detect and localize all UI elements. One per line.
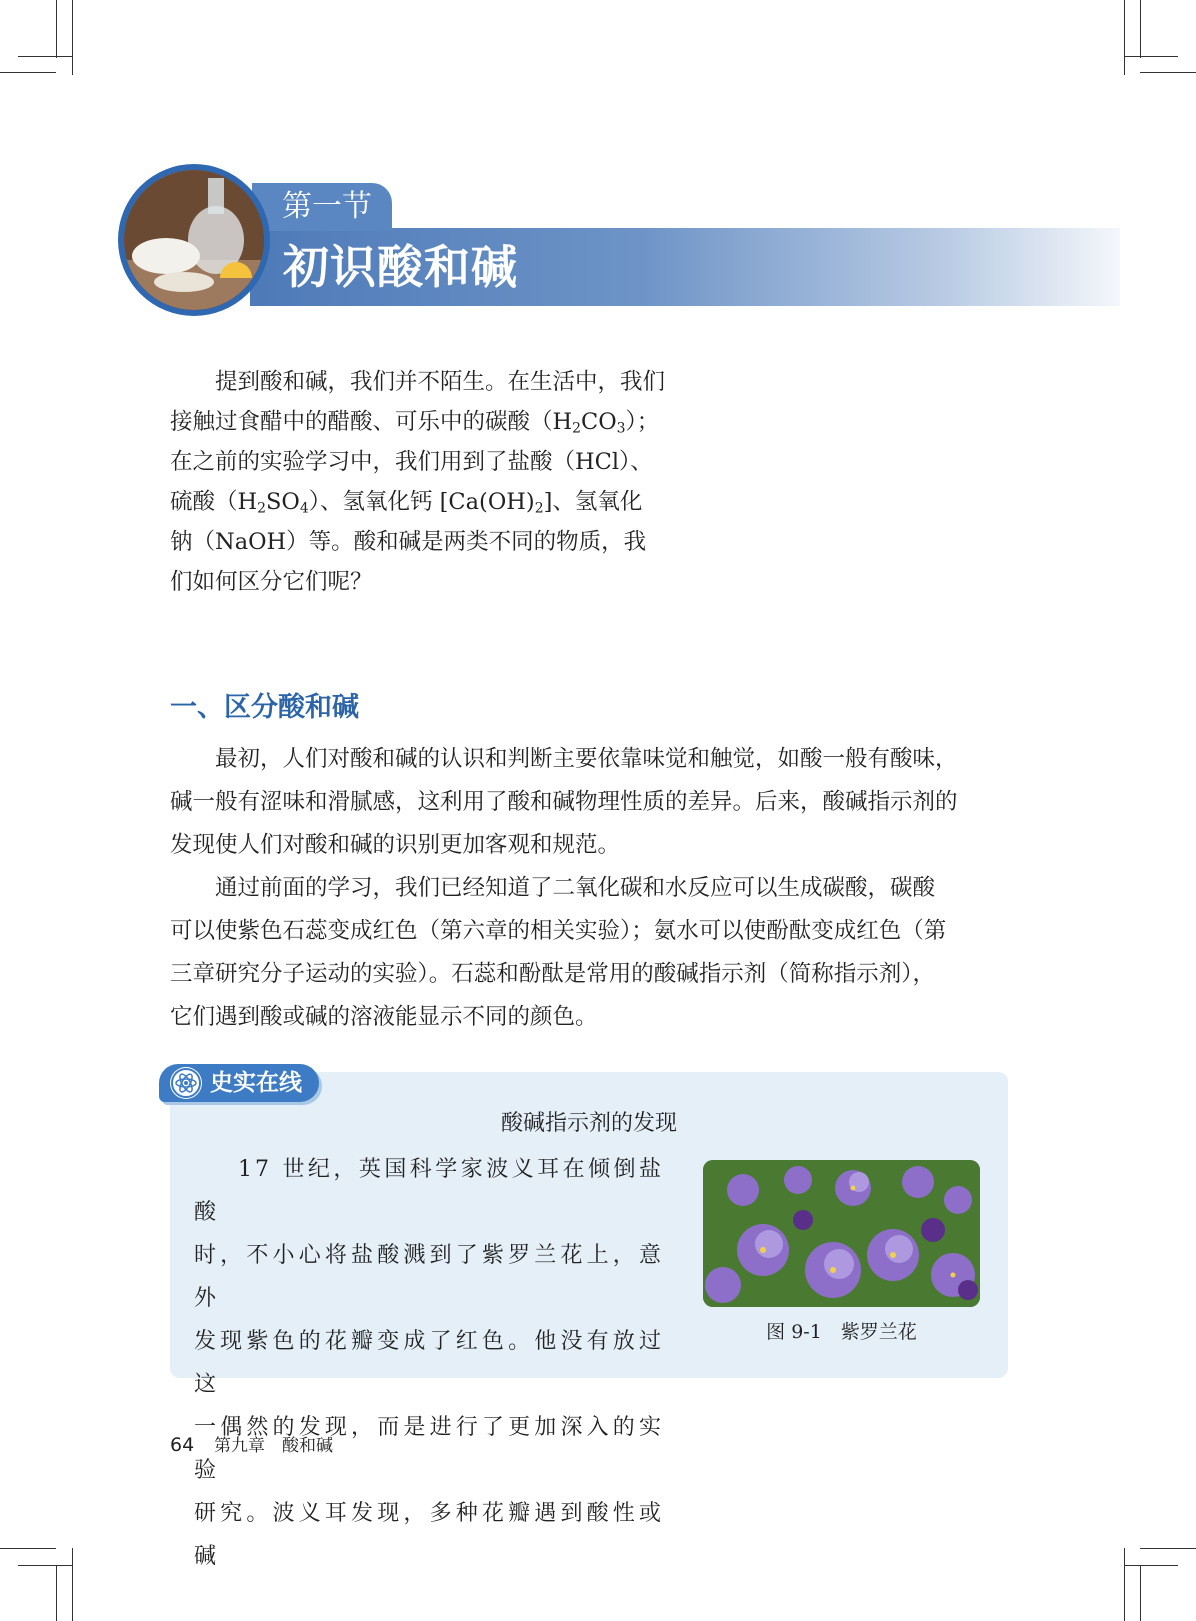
- intro-line: 们如何区分它们呢？: [170, 569, 373, 595]
- intro-line: 提到酸和碱，我们并不陌生。在生活中，我们: [215, 369, 666, 395]
- body-line: 可以使紫色石蕊变成红色（第六章的相关实验）；氨水可以使酚酞变成红色（第: [170, 918, 947, 944]
- body-line: 碱一般有涩味和滑腻感，这利用了酸和碱物理性质的差异。后来，酸碱指示剂的: [170, 789, 958, 815]
- header-photo: [118, 164, 270, 316]
- crop-mark: [56, 1565, 57, 1621]
- violet-flowers-illustration: [703, 1160, 980, 1307]
- section-heading: 一、区分酸和碱: [170, 692, 359, 723]
- figure-caption: 图 9-1 紫罗兰花: [766, 1321, 917, 1343]
- lab-glassware-illustration: [124, 170, 264, 310]
- formula-part: SO: [266, 489, 300, 515]
- formula-part: ]、氢氧化: [543, 489, 643, 515]
- crop-mark: [1140, 1548, 1196, 1549]
- section-label: 第一节: [282, 189, 372, 224]
- intro-line: 硫酸（H: [170, 489, 258, 515]
- crop-mark: [1124, 1548, 1125, 1621]
- violet-flowers-image: [703, 1160, 980, 1307]
- body-line: 发现使人们对酸和碱的识别更加客观和规范。: [170, 832, 621, 858]
- body-line: 最初，人们对酸和碱的认识和判断主要依靠味觉和触觉，如酸一般有酸味，: [215, 746, 958, 772]
- body-line: 三章研究分子运动的实验）。石蕊和酚酞是常用的酸碱指示剂（简称指示剂），: [170, 961, 936, 987]
- crop-mark: [72, 1548, 73, 1621]
- intro-line: 钠（NaOH）等。酸和碱是两类不同的物质，我: [170, 529, 647, 555]
- subscript: 2: [534, 500, 544, 517]
- subscript: 2: [257, 500, 266, 517]
- chapter-footer: 第九章 酸和碱: [214, 1436, 333, 1456]
- intro-line: 接触过食醋中的醋酸、可乐中的碳酸（H: [170, 409, 573, 435]
- history-title: 酸碱指示剂的发现: [500, 1111, 677, 1136]
- crop-mark: [1124, 0, 1125, 75]
- subscript: 3: [616, 420, 626, 437]
- body-line: 通过前面的学习，我们已经知道了二氧化碳和水反应可以生成碳酸，碳酸: [215, 875, 936, 901]
- formula-part: CO: [581, 409, 617, 435]
- history-line: 研究。波义耳发现，多种花瓣遇到酸性或碱: [194, 1501, 664, 1569]
- formula-part: ）；: [625, 409, 660, 435]
- crop-mark: [0, 1548, 56, 1549]
- section-body: [170, 738, 1010, 1039]
- history-line: 发现紫色的花瓣变成了红色。他没有放过这: [194, 1329, 664, 1397]
- crop-mark: [0, 72, 56, 73]
- crop-mark: [1140, 1565, 1141, 1621]
- history-line: 一偶然的发现，而是进行了更加深入的实验: [194, 1415, 664, 1483]
- crop-mark: [1124, 56, 1178, 57]
- crop-mark: [1140, 0, 1141, 58]
- subscript: 2: [572, 420, 581, 437]
- crop-mark: [56, 0, 57, 58]
- history-line: 17 世纪，英国科学家波义耳在倾倒盐酸: [194, 1157, 664, 1225]
- crop-mark: [1140, 72, 1196, 73]
- crop-mark: [1124, 1565, 1178, 1566]
- subscript: 4: [299, 500, 309, 517]
- crop-mark: [18, 1565, 72, 1566]
- history-badge-label: 史实在线: [210, 1070, 302, 1096]
- body-line: 它们遇到酸或碱的溶液能显示不同的颜色。: [170, 1004, 598, 1030]
- atom-icon: [170, 1067, 202, 1099]
- history-line: 时，不小心将盐酸溅到了紫罗兰花上，意外: [194, 1243, 664, 1311]
- formula-part: ）、氢氧化钙 [Ca(OH): [308, 489, 535, 515]
- intro-paragraph: [170, 362, 668, 602]
- history-text: [194, 1148, 664, 1578]
- crop-mark: [18, 56, 72, 57]
- intro-line: 在之前的实验学习中，我们用到了盐酸（HCl）、: [170, 449, 653, 475]
- crop-mark: [72, 0, 73, 75]
- page-title: 初识酸和碱: [283, 240, 518, 294]
- page-number: 64: [170, 1434, 195, 1456]
